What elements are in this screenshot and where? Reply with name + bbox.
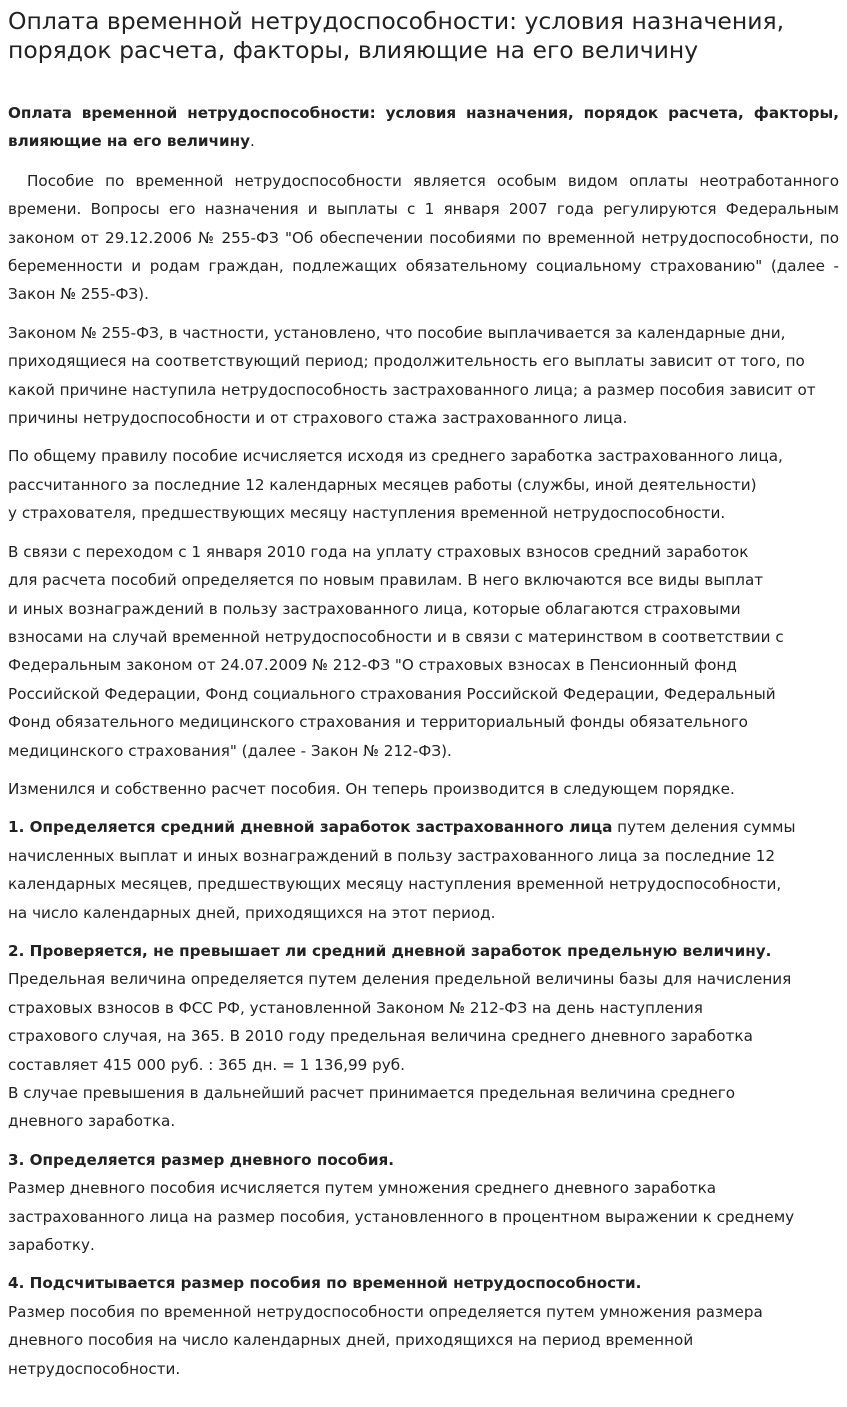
text-line: Размер пособия по временной нетрудоспособности определяется путем умножения размера [8,1302,763,1321]
step-3 [8,1146,839,1260]
text-line: дневного заработка. [8,1112,176,1131]
text-line: По общему правилу пособие исчисляется исходя из среднего заработка застрахованного лица, [8,447,783,466]
text-line: для расчета пособий определяется по новым правилам. В него включаются все виды выплат [8,571,764,590]
text-line: Предельная величина определяется путем деления предельной величины базы для начисления [8,970,792,989]
text-line: начисленных выплат и иных вознаграждений в пользу застрахованного лица за последние 12 [8,846,776,865]
text-line: взносами на случай временной нетрудоспособности и в связи с материнством в соответствии с [8,627,784,646]
text-line: на число календарных дней, приходящихся на этот период. [8,903,496,922]
text-line: у страхователя, предшествующих месяцу наступления временной нетрудоспособности. [8,504,726,523]
text-line: застрахованного лица на размер пособия, установленного в процентном выражении к среднему [8,1207,795,1226]
text-line: Федеральным законом от 24.07.2009 № 212-ФЗ "О страховых взносах в Пенсионный фонд [8,656,737,675]
text-line: Размер дневного пособия исчисляется путем умножения среднего дневного заработка [8,1179,717,1198]
step-2-heading: 2. Проверяется, не превышает ли средний дневной заработок предельную величину. [8,941,772,960]
text-line: путем деления суммы [612,818,796,837]
text-line: страхового случая, на 365. В 2010 году предельная величина среднего дневного заработка [8,1027,753,1046]
lead-paragraph [8,99,839,156]
page-title: Оплата временной нетрудоспособности: условия назначения, порядок расчета, факторы, влияющие на его величину [8,7,785,64]
paragraph-intro: Пособие по временной нетрудоспособности является особым видом оплаты неотработанного времени. Вопросы его назначения и выплаты с 1 января 2007 года регулируются Федеральным законом от 29.12.2006 № 255-ФЗ "Об обеспечении пособиями по временной нетрудоспособности, по беременности и родам граждан, подлежащих обязательному социальному страхованию" (далее - Закон № 255-ФЗ). [8,171,839,304]
text-line: календарных месяцев, предшествующих месяцу наступления временной нетрудоспособности, [8,875,782,894]
text-line: страховых взносов в ФСС РФ, установленной Законом № 212-ФЗ на день наступления [8,998,703,1017]
text-line: В случае превышения в дальнейший расчет принимается предельная величина среднего [8,1084,736,1102]
step-2 [8,937,839,1136]
text-line: заработку. [8,1236,95,1255]
text-line: нетрудоспособности. [8,1359,181,1378]
text-line: Российской Федерации, Фонд социального страхования Российской Федерации, Федеральный [8,684,776,703]
text-line: Фонд обязательного медицинского страхования и территориальный фонды обязательного [8,713,748,732]
lead-bold-text: Оплата временной нетрудоспособности: условия назначения, порядок расчета, факторы, влияющие на его величину [8,104,839,151]
step-4 [8,1269,839,1383]
text-line: составляет 415 000 руб. : 365 дн. = 1 136,99 руб. [8,1055,405,1074]
step-1 [8,813,839,927]
step-4-heading: 4. Подсчитывается размер пособия по временной нетрудоспособности. [8,1274,642,1293]
lead-end: . [250,132,255,151]
text-line: и иных вознаграждений в пользу застрахованного лица, которые облагаются страховыми [8,599,741,618]
paragraph-calculation-order: Изменился и собственно расчет пособия. Он теперь производится в следующем порядке. [8,779,735,798]
paragraph-law-255: Законом № 255-ФЗ, в частности, установлено, что пособие выплачивается за календарные дни, приходящиеся на соответствующий период; продолжительность его выплаты зависит от того, по какой причине наступила нетрудоспособность застрахованного лица; а размер пособия зависит от причины нетрудоспособности и от страхового стажа застрахованного лица. [8,323,816,428]
text-line: рассчитанного за последние 12 календарных месяцев работы (службы, иной деятельности) [8,475,757,494]
step-3-heading: 3. Определяется размер дневного пособия. [8,1150,394,1169]
text-line: медицинского страхования" (далее - Закон № 212-ФЗ). [8,741,452,760]
step-1-heading: 1. Определяется средний дневной заработок застрахованного лица [8,818,613,837]
text-line: В связи с переходом с 1 января 2010 года на уплату страховых взносов средний заработок [8,542,749,561]
text-line: дневного пособия на число календарных дней, приходящихся на период временной [8,1331,694,1350]
paragraph-general-rule [8,442,839,527]
paragraph-2010-changes [8,538,839,765]
